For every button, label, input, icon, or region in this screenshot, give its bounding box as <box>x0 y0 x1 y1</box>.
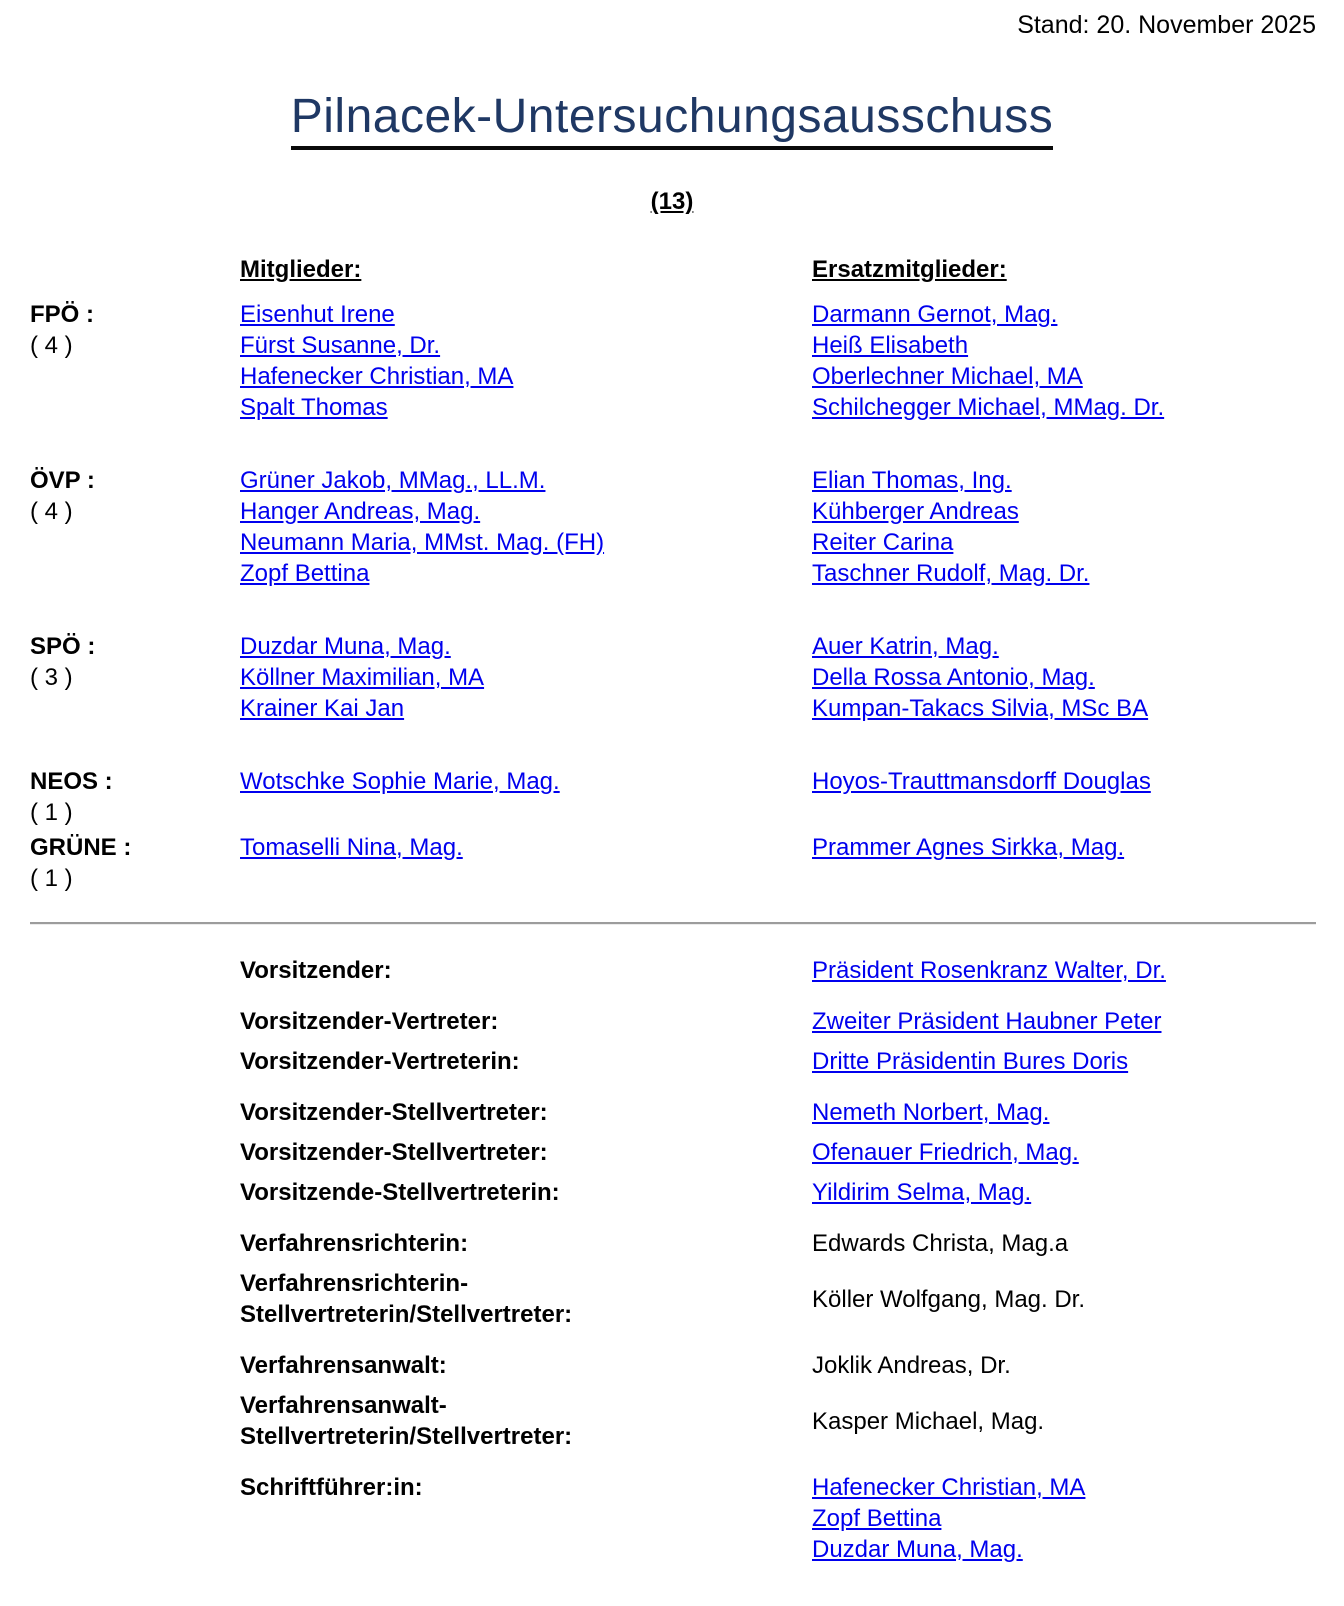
officials-group-deputy-presidents <box>240 1006 1344 1077</box>
official-row <box>240 1097 1344 1128</box>
page-title: Pilnacek-Untersuchungsausschuss <box>291 91 1054 150</box>
official-person-link[interactable]: Yildirim Selma, Mag. <box>812 1179 1032 1206</box>
party-name: GRÜNE : <box>30 834 132 861</box>
party-seat-count: ( 4 ) <box>30 498 73 525</box>
party-row-fpoe <box>30 299 1344 423</box>
member-link[interactable]: Grüner Jakob, MMag., LL.M. <box>240 467 546 494</box>
officials-group-chair <box>240 955 1344 986</box>
official-person-link[interactable]: Nemeth Norbert, Mag. <box>812 1099 1050 1126</box>
official-role-label: Schriftführer:in: <box>240 1474 423 1501</box>
substitute-link[interactable]: Taschner Rudolf, Mag. Dr. <box>812 560 1090 587</box>
official-role-label: Verfahrensrichterin: <box>240 1230 469 1257</box>
party-name: SPÖ : <box>30 633 96 660</box>
member-link[interactable]: Hafenecker Christian, MA <box>240 363 514 390</box>
official-row <box>240 955 1344 986</box>
official-person-link[interactable]: Duzdar Muna, Mag. <box>812 1536 1023 1563</box>
official-role-label: Vorsitzender: <box>240 957 392 984</box>
officials-group-attorney <box>240 1350 1344 1452</box>
title-block <box>0 91 1344 150</box>
party-row-neos <box>30 766 1344 828</box>
member-count-subtitle: (13) <box>650 188 694 215</box>
official-person-name: Kasper Michael, Mag. <box>812 1407 1045 1435</box>
officials-group-judge <box>240 1228 1344 1330</box>
official-row <box>240 1268 1344 1330</box>
substitute-link[interactable]: Kumpan-Takacs Silvia, MSc BA <box>812 695 1149 722</box>
officials-section <box>0 955 1344 1565</box>
official-role-label: Vorsitzender-Vertreterin: <box>240 1048 520 1075</box>
member-link[interactable]: Fürst Susanne, Dr. <box>240 332 441 359</box>
official-row <box>240 1472 1344 1565</box>
party-row-gruene <box>30 832 1344 894</box>
official-person-link[interactable]: Präsident Rosenkranz Walter, Dr. <box>812 957 1166 984</box>
member-link[interactable]: Krainer Kai Jan <box>240 695 405 722</box>
party-name: FPÖ : <box>30 301 94 328</box>
date-stamp: Stand: 20. November 2025 <box>1017 11 1316 39</box>
party-row-spoe <box>30 631 1344 724</box>
substitute-link[interactable]: Heiß Elisabeth <box>812 332 969 359</box>
party-column-spacer <box>30 254 240 285</box>
party-seat-count: ( 4 ) <box>30 332 73 359</box>
official-person-link[interactable]: Zweiter Präsident Haubner Peter <box>812 1008 1162 1035</box>
official-person-name: Edwards Christa, Mag.a <box>812 1230 1069 1257</box>
officials-group-secretaries <box>240 1472 1344 1565</box>
members-column-header: Mitglieder: <box>240 256 362 283</box>
official-role-label: Verfahrensanwalt: <box>240 1352 447 1379</box>
substitute-link[interactable]: Della Rossa Antonio, Mag. <box>812 664 1095 691</box>
official-person-link[interactable]: Ofenauer Friedrich, Mag. <box>812 1139 1079 1166</box>
substitute-link[interactable]: Prammer Agnes Sirkka, Mag. <box>812 834 1125 861</box>
substitute-link[interactable]: Darmann Gernot, Mag. <box>812 301 1058 328</box>
member-link[interactable]: Duzdar Muna, Mag. <box>240 633 451 660</box>
member-link[interactable]: Tomaselli Nina, Mag. <box>240 834 463 861</box>
official-row <box>240 1177 1344 1208</box>
member-link[interactable]: Zopf Bettina <box>240 560 370 587</box>
member-link[interactable]: Spalt Thomas <box>240 394 388 421</box>
official-row <box>240 1006 1344 1037</box>
substitute-link[interactable]: Oberlechner Michael, MA <box>812 363 1083 390</box>
official-role-label: Verfahrensrichterin-Stellvertreterin/Stellvertreter: <box>240 1270 573 1328</box>
substitute-link[interactable]: Kühberger Andreas <box>812 498 1019 525</box>
committee-table <box>0 254 1344 894</box>
member-link[interactable]: Neumann Maria, MMst. Mag. (FH) <box>240 529 605 556</box>
official-role-label: Vorsitzende-Stellvertreterin: <box>240 1179 560 1206</box>
official-person-link[interactable]: Dritte Präsidentin Bures Doris <box>812 1048 1129 1075</box>
table-header-row <box>30 254 1344 285</box>
official-row <box>240 1046 1344 1077</box>
member-link[interactable]: Eisenhut Irene <box>240 301 395 328</box>
official-role-label: Vorsitzender-Stellvertreter: <box>240 1139 548 1166</box>
official-role-label: Vorsitzender-Stellvertreter: <box>240 1099 548 1126</box>
official-person-link[interactable]: Hafenecker Christian, MA <box>812 1474 1086 1501</box>
official-row <box>240 1137 1344 1168</box>
official-row <box>240 1390 1344 1452</box>
substitute-link[interactable]: Hoyos-Trauttmansdorff Douglas <box>812 768 1151 795</box>
official-person-name: Köller Wolfgang, Mag. Dr. <box>812 1285 1086 1313</box>
substitutes-column-header: Ersatzmitglieder: <box>812 256 1007 283</box>
party-row-oevp <box>30 465 1344 589</box>
official-row <box>240 1350 1344 1381</box>
party-seat-count: ( 1 ) <box>30 865 73 892</box>
party-name: ÖVP : <box>30 467 95 494</box>
substitute-link[interactable]: Auer Katrin, Mag. <box>812 633 999 660</box>
official-role-label: Verfahrensanwalt-Stellvertreterin/Stellvertreter: <box>240 1392 573 1450</box>
official-row <box>240 1228 1344 1259</box>
member-link[interactable]: Wotschke Sophie Marie, Mag. <box>240 768 560 795</box>
official-role-label: Vorsitzender-Vertreter: <box>240 1008 499 1035</box>
substitute-link[interactable]: Elian Thomas, Ing. <box>812 467 1012 494</box>
party-seat-count: ( 1 ) <box>30 799 73 826</box>
officials-group-deputy-chairs <box>240 1097 1344 1208</box>
substitute-link[interactable]: Schilchegger Michael, MMag. Dr. <box>812 394 1165 421</box>
member-link[interactable]: Hanger Andreas, Mag. <box>240 498 481 525</box>
official-person-name: Joklik Andreas, Dr. <box>812 1352 1011 1379</box>
substitute-link[interactable]: Reiter Carina <box>812 529 954 556</box>
section-divider <box>30 922 1316 925</box>
member-link[interactable]: Köllner Maximilian, MA <box>240 664 485 691</box>
party-name: NEOS : <box>30 768 113 795</box>
party-seat-count: ( 3 ) <box>30 664 73 691</box>
official-person-link[interactable]: Zopf Bettina <box>812 1505 942 1532</box>
subtitle-block <box>0 188 1344 216</box>
